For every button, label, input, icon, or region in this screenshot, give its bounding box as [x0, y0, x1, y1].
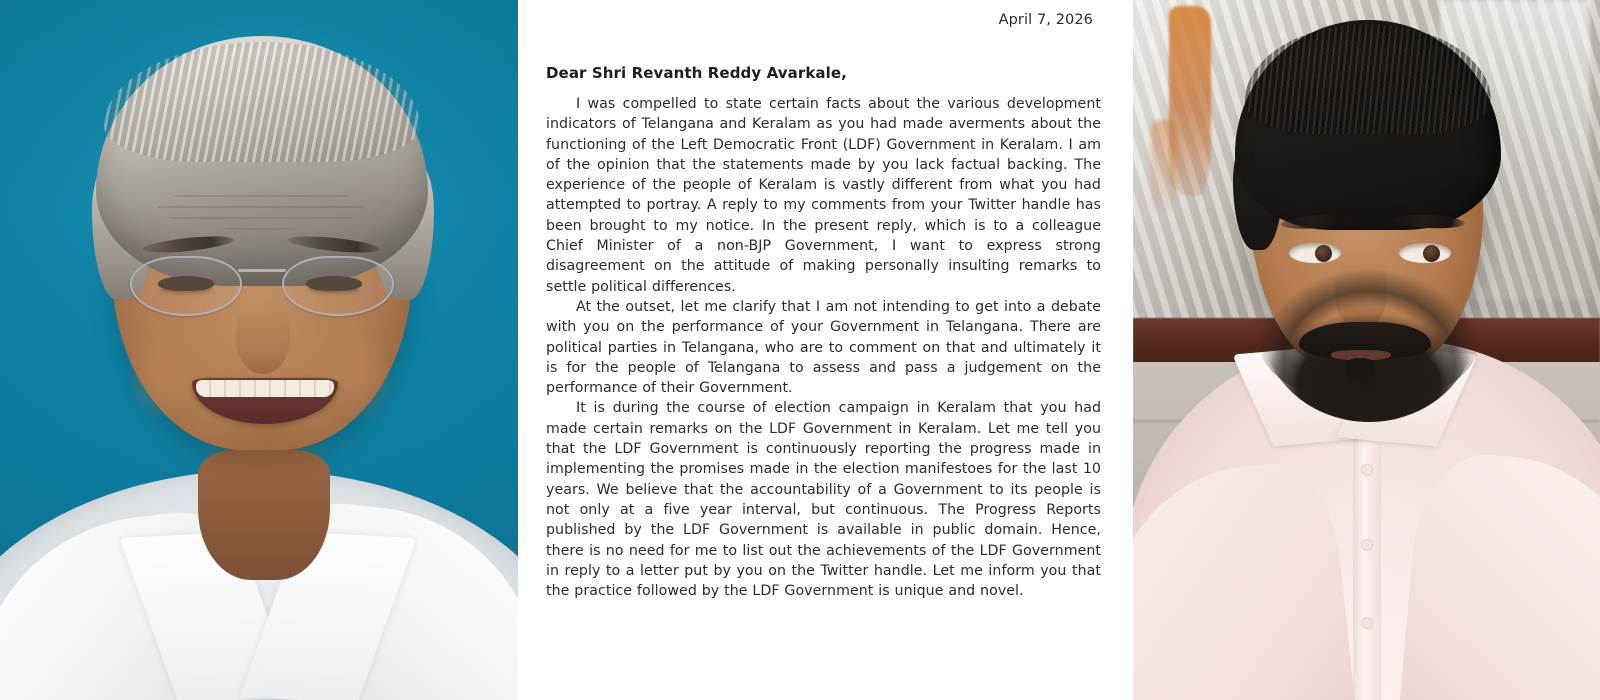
right-subject-soul-patch: [1345, 358, 1375, 380]
letter-sheet: [546, 0, 1113, 700]
letter-paragraph: It is during the course of election campaign in Keralam that you had made certain remarks on the LDF Government in Keralam. Let me tell you that the LDF Government is continuously reporting the progress made in implementing the promises made in the election manifestoes for the last 10 years. We believe that the accountability of a Government to its people is not only at a five year interval, but continuous. The Progress Reports published by the LDF Government is available in public domain. Hence, there is no need for me to list out the achievements of the LDF Government in reply to a letter put by you on the Twitter handle. Let me inform you that the practice followed by the LDF Government is unique and novel.: [546, 400, 1101, 600]
shirt-button: [1362, 618, 1372, 628]
letter-salutation: Dear Shri Revanth Reddy Avarkale,: [546, 64, 847, 82]
right-subject-shirt-placket: [1353, 400, 1381, 700]
letter-body: [546, 94, 1101, 601]
eyeglass-lens-left: [130, 256, 242, 316]
wall-artwork-orange-accent-secondary: [1151, 120, 1177, 210]
left-subject-photo: [0, 0, 518, 700]
right-subject-hair: [1235, 20, 1501, 230]
left-subject-cheek-left: [126, 336, 200, 422]
letter-paragraph: At the outset, let me clarify that I am not intending to get into a debate with you on the performance of your Government in Telangana. There are political parties in Telangana, who are to comment on that and ultimately it is for the people of Telangana to assess and pass a judgement on the performance of their Government.: [546, 298, 1101, 397]
panel-divider-left: [518, 0, 521, 700]
left-subject-teeth: [196, 380, 334, 397]
left-subject-chin: [196, 420, 336, 480]
left-subject-nose: [236, 300, 290, 374]
left-subject-forehead: [158, 186, 364, 230]
eyeglass-bridge: [238, 269, 286, 272]
letter-paragraph: I was compelled to state certain facts about the various development indicators of Telangana and Keralam as you had made averments about the functioning of the Left Democratic Front (LDF) Government in Keralam. I am of the opinion that the statements made by you lack factual backing. The experience of the people of Keralam is vastly different from what you had attempted to portray. A reply to my comments from your Twitter handle has been brought to my notice. In the present reply, which is to a colleague Chief Minister of a non-BJP Government, I want to express strong disagreement on the attitude of making personally insulting remarks to settle political differences.: [546, 96, 1101, 295]
right-subject-photo: [1133, 0, 1600, 700]
letter-document-panel: [518, 0, 1133, 700]
shirt-button: [1362, 465, 1372, 475]
letter-date: April 7, 2026: [998, 12, 1093, 28]
eyeglass-lens-right: [282, 256, 394, 316]
panel-divider-right: [1130, 0, 1133, 700]
shirt-button: [1362, 540, 1372, 550]
